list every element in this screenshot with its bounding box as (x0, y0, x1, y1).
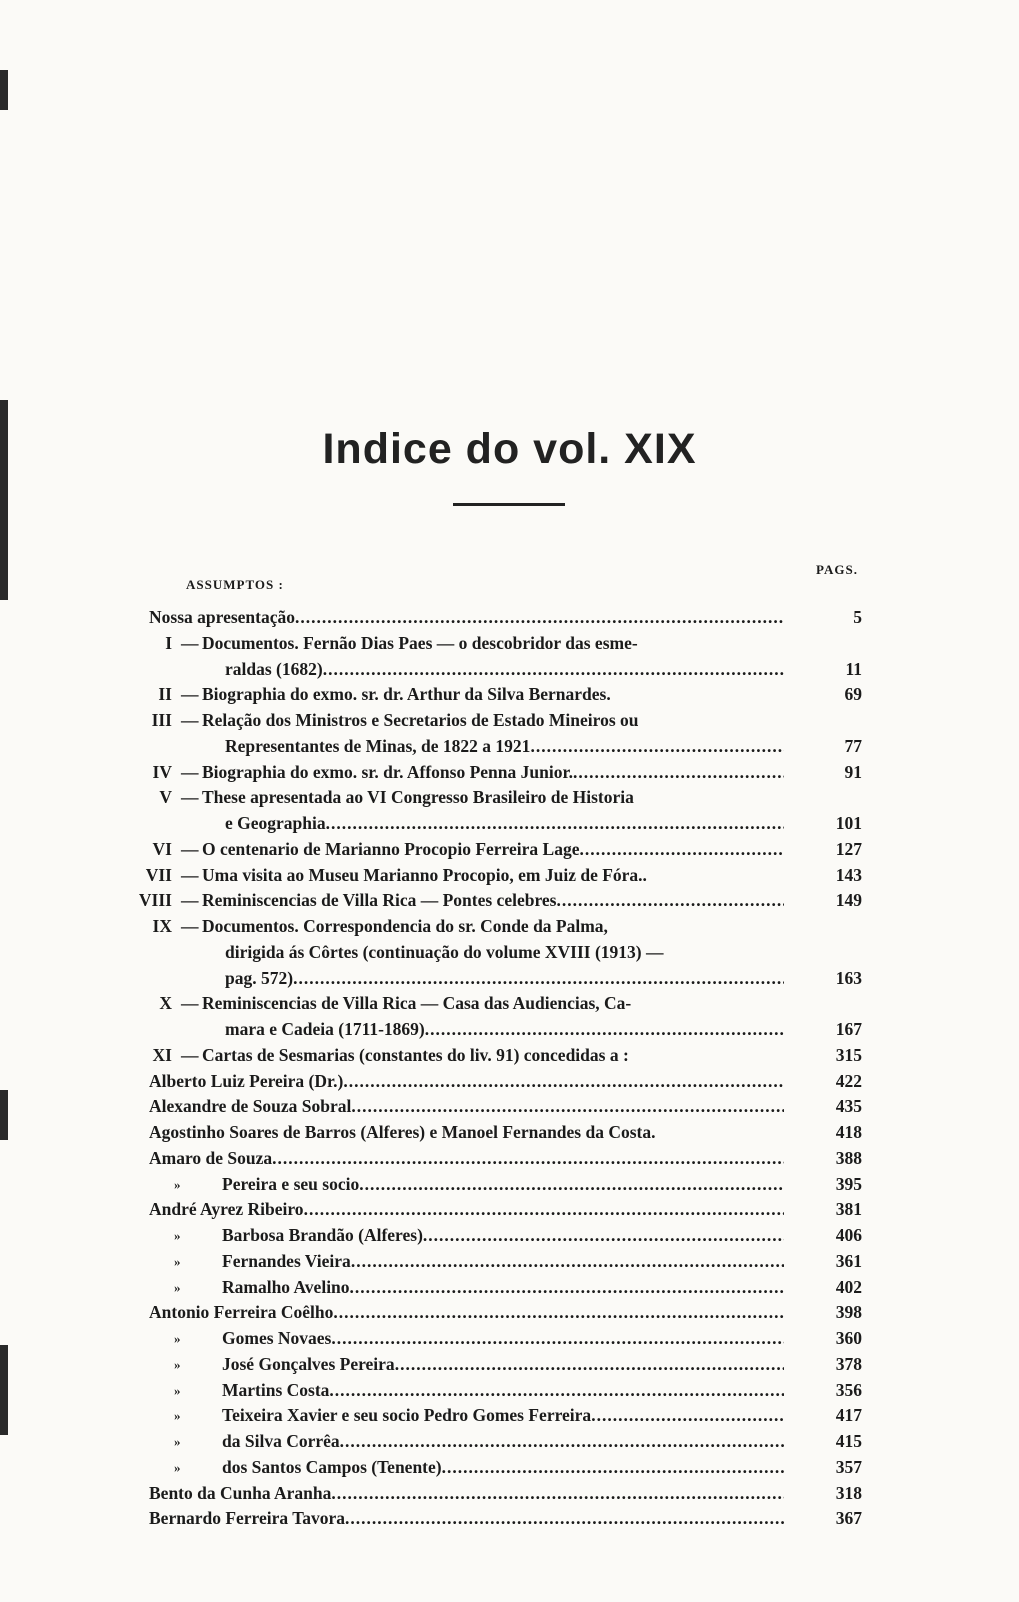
entry-roman-numeral: VI (152, 838, 172, 859)
entry-text-wrap (202, 837, 784, 863)
entry-text: Nossa apresentação (149, 607, 295, 627)
entry-text: Cartas de Sesmarias (constantes do liv. 91) concedidas a : (202, 1044, 629, 1065)
index-entry-line (0, 708, 1019, 734)
entry-page-number: 361 (835, 1250, 862, 1271)
entry-text-wrap (225, 966, 784, 992)
index-entry-line (0, 734, 1019, 760)
entry-roman-numeral: II (158, 684, 172, 705)
entry-text-wrap (149, 1146, 784, 1172)
dot-leader (326, 811, 784, 837)
dot-leader (333, 1300, 784, 1326)
entry-dash: — (181, 710, 199, 730)
entry-text-wrap (202, 708, 784, 734)
entry-text: Uma visita ao Museu Marianno Procopio, em Juiz de Fóra.. (202, 864, 647, 885)
index-entry-line (0, 1403, 1019, 1429)
dot-leader (591, 1403, 784, 1429)
entry-text-wrap (149, 605, 784, 631)
entry-text-wrap (149, 1120, 784, 1146)
index-entry-line (0, 682, 1019, 708)
entry-text: Gomes Novaes (222, 1328, 332, 1348)
index-entry (0, 1429, 1019, 1455)
entry-page-number: 406 (835, 1225, 862, 1245)
dot-leader (579, 837, 784, 863)
entry-text-wrap (225, 940, 784, 966)
index-entry-line (0, 1017, 1019, 1043)
entry-text-wrap (202, 760, 784, 786)
entry-text: Teixeira Xavier e seu socio Pedro Gomes Ferreira (222, 1405, 592, 1426)
binding-edge-mark (0, 70, 8, 110)
index-entry-line (0, 1275, 1019, 1301)
ditto-mark: » (174, 1408, 181, 1424)
index-entry-line (0, 1455, 1019, 1481)
index-entry (0, 785, 1019, 837)
entry-text: Ramalho Avelino (222, 1276, 350, 1297)
index-entry-line (0, 811, 1019, 837)
entry-page-number: 357 (835, 1456, 862, 1477)
index-entry (0, 914, 1019, 991)
entry-text-wrap (149, 1094, 784, 1120)
entry-text: dos Santos Campos (Tenente) (222, 1456, 442, 1477)
entry-text-wrap (149, 1300, 784, 1326)
dot-leader (343, 1069, 784, 1095)
entry-text: Amaro de Souza (149, 1147, 273, 1168)
index-entry (0, 1172, 1019, 1198)
index-entry (0, 1378, 1019, 1404)
index-entry-line (0, 1378, 1019, 1404)
ditto-mark: » (174, 1356, 181, 1372)
dot-leader (340, 1429, 784, 1455)
entry-text: Martins Costa (222, 1379, 330, 1400)
entry-dash: — (181, 916, 199, 936)
entry-text: Fernandes Vieira (222, 1250, 351, 1271)
entry-dash: — (181, 632, 199, 653)
entry-page-number: 415 (835, 1431, 862, 1451)
index-entry-line (0, 1300, 1019, 1326)
entry-page-number: 388 (835, 1147, 862, 1168)
entry-dash: — (181, 864, 199, 885)
entry-text-wrap (149, 1481, 784, 1507)
entry-dash: — (181, 787, 199, 808)
entry-dash: — (181, 761, 199, 782)
entry-page-number: 402 (835, 1276, 862, 1297)
entry-roman-numeral: IV (152, 761, 172, 782)
entry-text-wrap (202, 914, 784, 940)
ditto-mark: » (174, 1176, 181, 1192)
index-entry (0, 837, 1019, 863)
index-entry-line (0, 888, 1019, 914)
dot-leader (323, 657, 784, 683)
entry-page-number: 5 (853, 607, 862, 627)
entry-text: da Silva Corrêa (222, 1431, 340, 1451)
entry-page-number: 167 (835, 1019, 862, 1039)
entry-text-wrap (202, 1043, 784, 1069)
entry-text-wrap (222, 1275, 784, 1301)
index-entry (0, 605, 1019, 631)
index-entry (0, 760, 1019, 786)
entry-dash: — (181, 684, 199, 705)
entry-page-number: 381 (835, 1199, 862, 1220)
ditto-mark: » (174, 1228, 181, 1243)
index-entry-line (0, 1172, 1019, 1198)
index-list (0, 605, 1019, 1532)
entry-text-wrap (225, 657, 784, 683)
entry-text-wrap (202, 631, 784, 657)
index-entry-line (0, 863, 1019, 889)
index-entry-line (0, 631, 1019, 657)
index-entry-line (0, 1326, 1019, 1352)
entry-text-wrap (222, 1429, 784, 1455)
index-entry-line (0, 1506, 1019, 1532)
entry-text-wrap (149, 1506, 784, 1532)
entry-text: These apresentada ao VI Congresso Brasileiro de Historia (202, 787, 634, 808)
entry-text-wrap (202, 682, 784, 708)
dot-leader (295, 605, 784, 631)
entry-text-wrap (225, 811, 784, 837)
dot-leader (359, 1172, 784, 1198)
dot-leader (351, 1094, 784, 1120)
index-entry (0, 1197, 1019, 1223)
index-entry-line (0, 760, 1019, 786)
entry-page-number: 360 (835, 1328, 862, 1348)
index-entry (0, 708, 1019, 760)
entry-page-number: 127 (835, 838, 862, 859)
entry-text: Biographia do exmo. sr. dr. Arthur da Silva Bernardes. (202, 684, 611, 705)
index-entry (0, 1223, 1019, 1249)
dot-leader (272, 1146, 784, 1172)
dot-leader (331, 1326, 784, 1352)
entry-text: Antonio Ferreira Coêlho (149, 1302, 334, 1323)
index-entry (0, 1506, 1019, 1532)
entry-page-number: 418 (835, 1122, 862, 1142)
dot-leader (423, 1223, 784, 1249)
dot-leader (442, 1455, 784, 1481)
subjects-heading: ASSUMPTOS : (186, 577, 284, 592)
entry-text: Agostinho Soares de Barros (Alferes) e Manoel Fernandes da Costa. (149, 1122, 656, 1142)
entry-text-wrap (222, 1403, 784, 1429)
index-entry-line (0, 991, 1019, 1017)
entry-roman-numeral: X (159, 993, 172, 1014)
entry-page-number: 356 (835, 1379, 862, 1400)
index-entry (0, 1249, 1019, 1275)
entry-text: Documentos. Fernão Dias Paes — o descobridor das esme- (202, 632, 638, 653)
entry-text: Pereira e seu socio (222, 1173, 360, 1194)
entry-roman-numeral: XI (152, 1044, 172, 1065)
entry-text: pag. 572) (225, 967, 294, 988)
entry-page-number: 91 (844, 761, 862, 782)
entry-page-number: 318 (835, 1482, 862, 1503)
entry-page-number: 149 (835, 890, 862, 911)
entry-text: raldas (1682) (225, 658, 323, 679)
entry-text: Barbosa Brandão (Alferes) (222, 1225, 423, 1245)
index-entry-line (0, 966, 1019, 992)
index-entry-line (0, 1223, 1019, 1249)
index-entry (0, 1300, 1019, 1326)
entry-text: Bento da Cunha Aranha (149, 1482, 332, 1503)
index-entry (0, 1094, 1019, 1120)
index-entry-line (0, 657, 1019, 683)
entry-text: José Gonçalves Pereira (222, 1353, 395, 1374)
entry-text: Bernardo Ferreira Tavora (149, 1508, 346, 1529)
entry-text-wrap (202, 785, 784, 811)
entry-text-wrap (202, 863, 784, 889)
entry-dash: — (181, 1044, 199, 1065)
index-entry (0, 1275, 1019, 1301)
index-entry (0, 1326, 1019, 1352)
ditto-mark: » (174, 1279, 181, 1295)
index-entry (0, 1069, 1019, 1095)
entry-text: e Geographia (225, 813, 326, 833)
entry-page-number: 398 (835, 1302, 862, 1323)
entry-text: Biographia do exmo. sr. dr. Affonso Penna Junior. (202, 761, 573, 782)
ditto-mark: » (174, 1459, 181, 1475)
entry-text: Documentos. Correspondencia do sr. Conde da Palma, (202, 916, 608, 936)
dot-leader (304, 1197, 784, 1223)
entry-text-wrap (202, 888, 784, 914)
entry-text: Alexandre de Souza Sobral (149, 1096, 352, 1117)
entry-page-number: 77 (844, 735, 862, 756)
entry-roman-numeral: VIII (138, 890, 172, 911)
entry-text-wrap (149, 1197, 784, 1223)
page-title: Indice do vol. XIX (322, 425, 697, 473)
entry-roman-numeral: VII (145, 864, 172, 885)
dot-leader (395, 1352, 784, 1378)
entry-text-wrap (202, 991, 784, 1017)
dot-leader (530, 734, 784, 760)
entry-text-wrap (222, 1172, 784, 1198)
entry-dash: — (181, 838, 199, 859)
dot-leader (573, 760, 784, 786)
index-entry (0, 631, 1019, 683)
entry-dash: — (181, 890, 199, 911)
dot-leader (351, 1249, 784, 1275)
ditto-mark: » (174, 1331, 181, 1346)
index-entry-line (0, 1429, 1019, 1455)
entry-text-wrap (149, 1069, 784, 1095)
index-entry (0, 1352, 1019, 1378)
entry-text: O centenario de Marianno Procopio Ferreira Lage (202, 838, 580, 859)
dot-leader (350, 1275, 784, 1301)
index-entry (0, 1120, 1019, 1146)
entry-page-number: 395 (835, 1173, 862, 1194)
index-entry (0, 863, 1019, 889)
title-rule (453, 503, 565, 506)
entry-page-number: 101 (835, 813, 862, 833)
entry-roman-numeral: III (151, 710, 172, 730)
entry-dash: — (181, 993, 199, 1014)
entry-page-number: 315 (835, 1044, 862, 1065)
index-entry (0, 1455, 1019, 1481)
dot-leader (345, 1506, 784, 1532)
index-entry-line (0, 1249, 1019, 1275)
entry-page-number: 163 (835, 967, 862, 988)
dot-leader (557, 888, 785, 914)
ditto-mark: » (174, 1434, 181, 1449)
entry-text: Alberto Luiz Pereira (Dr.) (149, 1070, 344, 1091)
index-entry (0, 1403, 1019, 1429)
entry-text-wrap (222, 1378, 784, 1404)
dot-leader (331, 1481, 784, 1507)
index-entry-line (0, 1146, 1019, 1172)
entry-page-number: 417 (835, 1405, 862, 1426)
entry-text: Representantes de Minas, de 1822 a 1921 (225, 735, 531, 756)
index-entry-line (0, 1094, 1019, 1120)
index-entry-line (0, 1352, 1019, 1378)
entry-text: Relação dos Ministros e Secretarios de Estado Mineiros ou (202, 710, 639, 730)
entry-text-wrap (225, 734, 784, 760)
entry-text-wrap (222, 1223, 784, 1249)
entry-text: Reminiscencias de Villa Rica — Casa das Audiencias, Ca- (202, 993, 632, 1014)
entry-page-number: 11 (845, 658, 862, 679)
index-entry (0, 888, 1019, 914)
index-entry-line (0, 837, 1019, 863)
index-entry-line (0, 1481, 1019, 1507)
ditto-mark: » (174, 1382, 181, 1398)
dot-leader (293, 966, 784, 992)
entry-page-number: 435 (835, 1096, 862, 1117)
index-entry-line (0, 605, 1019, 631)
index-entry-line (0, 1043, 1019, 1069)
entry-text: Reminiscencias de Villa Rica — Pontes celebres (202, 890, 557, 911)
entry-text: mara e Cadeia (1711-1869) (225, 1019, 425, 1039)
entry-page-number: 69 (844, 684, 862, 705)
entry-text-wrap (222, 1352, 784, 1378)
entry-text: dirigida ás Côrtes (continuação do volume XVIII (1913) — (225, 941, 664, 962)
entry-page-number: 143 (835, 864, 862, 885)
entry-roman-numeral: IX (152, 916, 172, 936)
entry-page-number: 422 (835, 1070, 862, 1091)
index-entry-line (0, 1197, 1019, 1223)
index-entry-line (0, 785, 1019, 811)
ditto-mark: » (174, 1253, 181, 1269)
entry-text-wrap (222, 1455, 784, 1481)
index-entry (0, 682, 1019, 708)
dot-leader (425, 1017, 784, 1043)
index-entry (0, 1146, 1019, 1172)
entry-text-wrap (222, 1326, 784, 1352)
entry-text: André Ayrez Ribeiro (149, 1199, 304, 1220)
index-entry-line (0, 914, 1019, 940)
index-entry (0, 991, 1019, 1043)
entry-page-number: 378 (835, 1353, 862, 1374)
index-entry (0, 1481, 1019, 1507)
entry-text-wrap (225, 1017, 784, 1043)
index-entry-line (0, 1120, 1019, 1146)
entry-text-wrap (222, 1249, 784, 1275)
dot-leader (329, 1378, 784, 1404)
index-entry-line (0, 940, 1019, 966)
entry-roman-numeral: I (165, 632, 172, 653)
pages-heading: PAGS. (816, 562, 858, 577)
entry-roman-numeral: V (159, 787, 172, 808)
index-entry (0, 1043, 1019, 1069)
entry-page-number: 367 (835, 1508, 862, 1529)
index-entry-line (0, 1069, 1019, 1095)
